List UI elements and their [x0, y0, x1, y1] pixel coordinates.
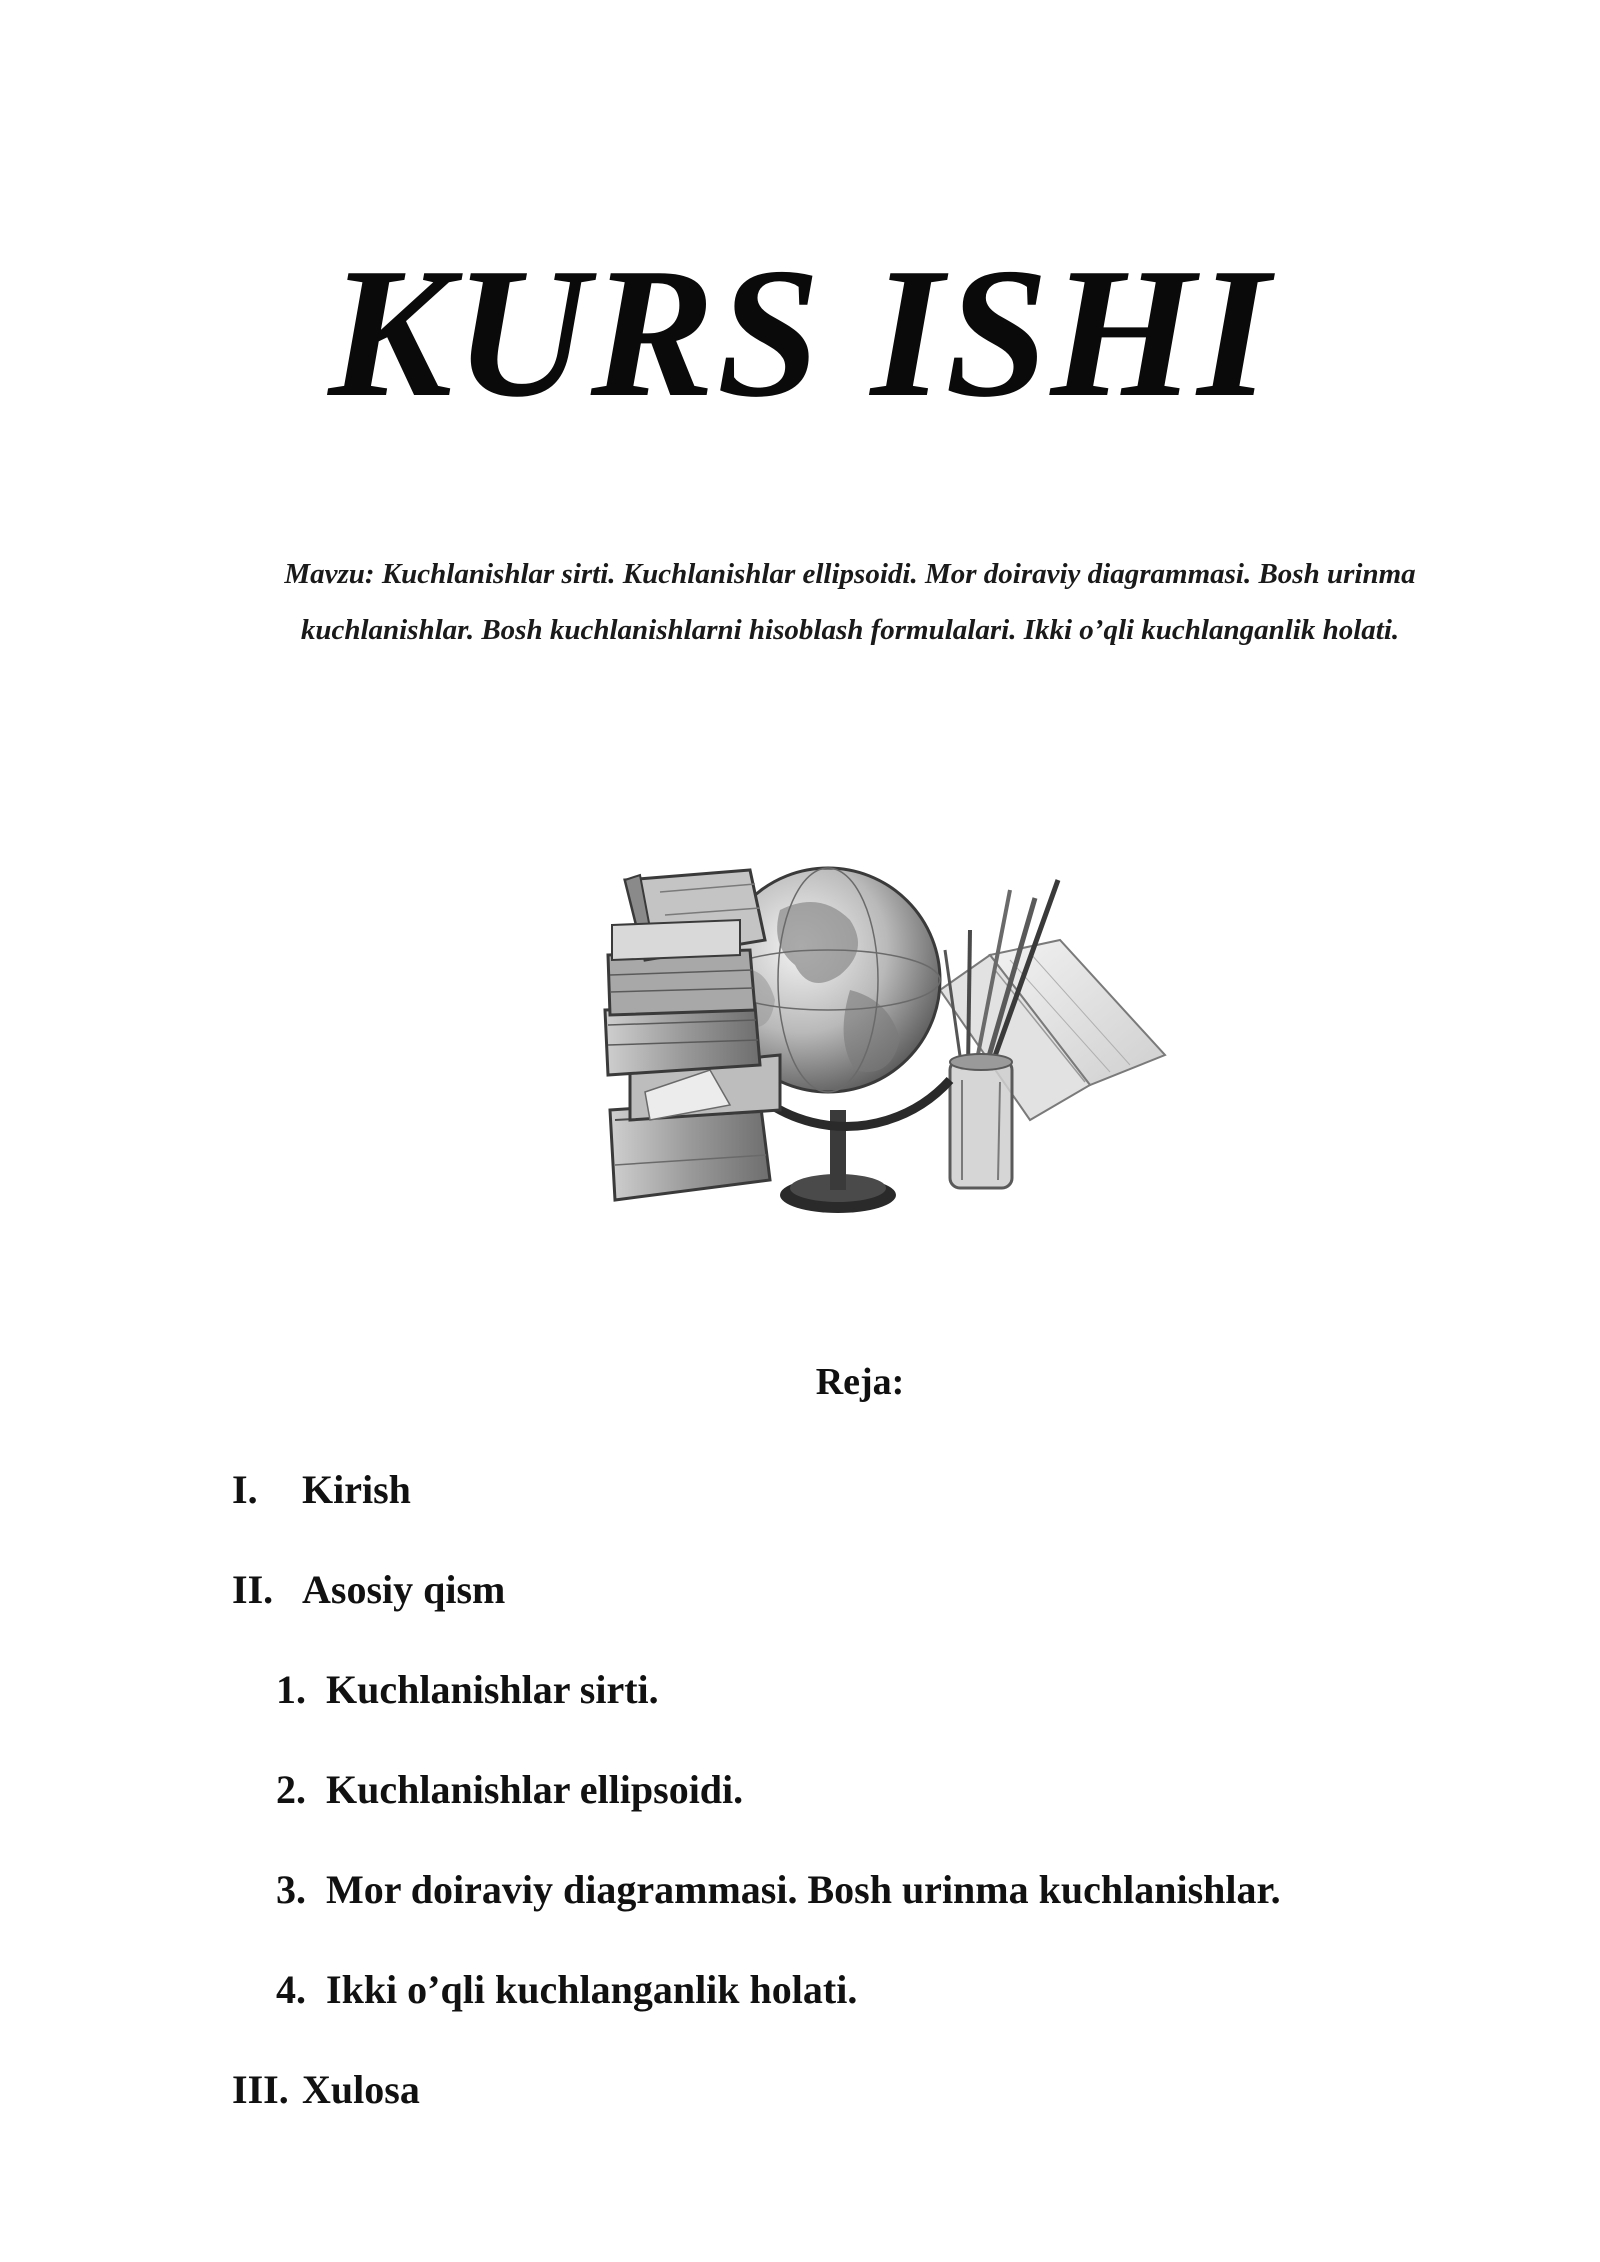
plan-item-number: I. — [232, 1467, 258, 1512]
plan-subitem-label: Mor doiraviy diagrammasi. Bosh urinma kuchlanishlar. — [326, 1867, 1281, 1912]
plan-subitem-label: Kuchlanishlar ellipsoidi. — [326, 1767, 744, 1812]
plan-item-number: II. — [232, 1567, 274, 1612]
books-stack-icon — [605, 870, 780, 1200]
topic-paragraph: Mavzu: Kuchlanishlar sirti. Kuchlanishlar ellipsoidi. Mor doiraviy diagrammasi. Bosh urinma kuchlanishlar. Bosh kuchlanishlarni hisoblash formulalari. Ikki o’qli kuchlanganlik holati. — [284, 558, 1416, 646]
plan-subitem-number: 4. — [276, 1967, 306, 2012]
page-title: KURS ISHI — [328, 230, 1272, 436]
plan-subitem-label: Ikki o’qli kuchlanganlik holati. — [326, 1967, 858, 2012]
plan-item-label: Xulosa — [302, 2067, 420, 2112]
plan-subitem-number: 2. — [276, 1767, 306, 1812]
plan-subitem-label: Kuchlanishlar sirti. — [326, 1667, 659, 1712]
plan-subitem-number: 1. — [276, 1667, 306, 1712]
plan-subitem-number: 3. — [276, 1867, 306, 1912]
plan-item-number: III. — [232, 2067, 289, 2112]
books-globe-brushes-illustration — [590, 820, 1190, 1280]
plan-item-label: Kirish — [302, 1467, 411, 1512]
plan-heading: Reja: — [815, 1361, 905, 1403]
plan-item-label: Asosiy qism — [302, 1567, 506, 1612]
